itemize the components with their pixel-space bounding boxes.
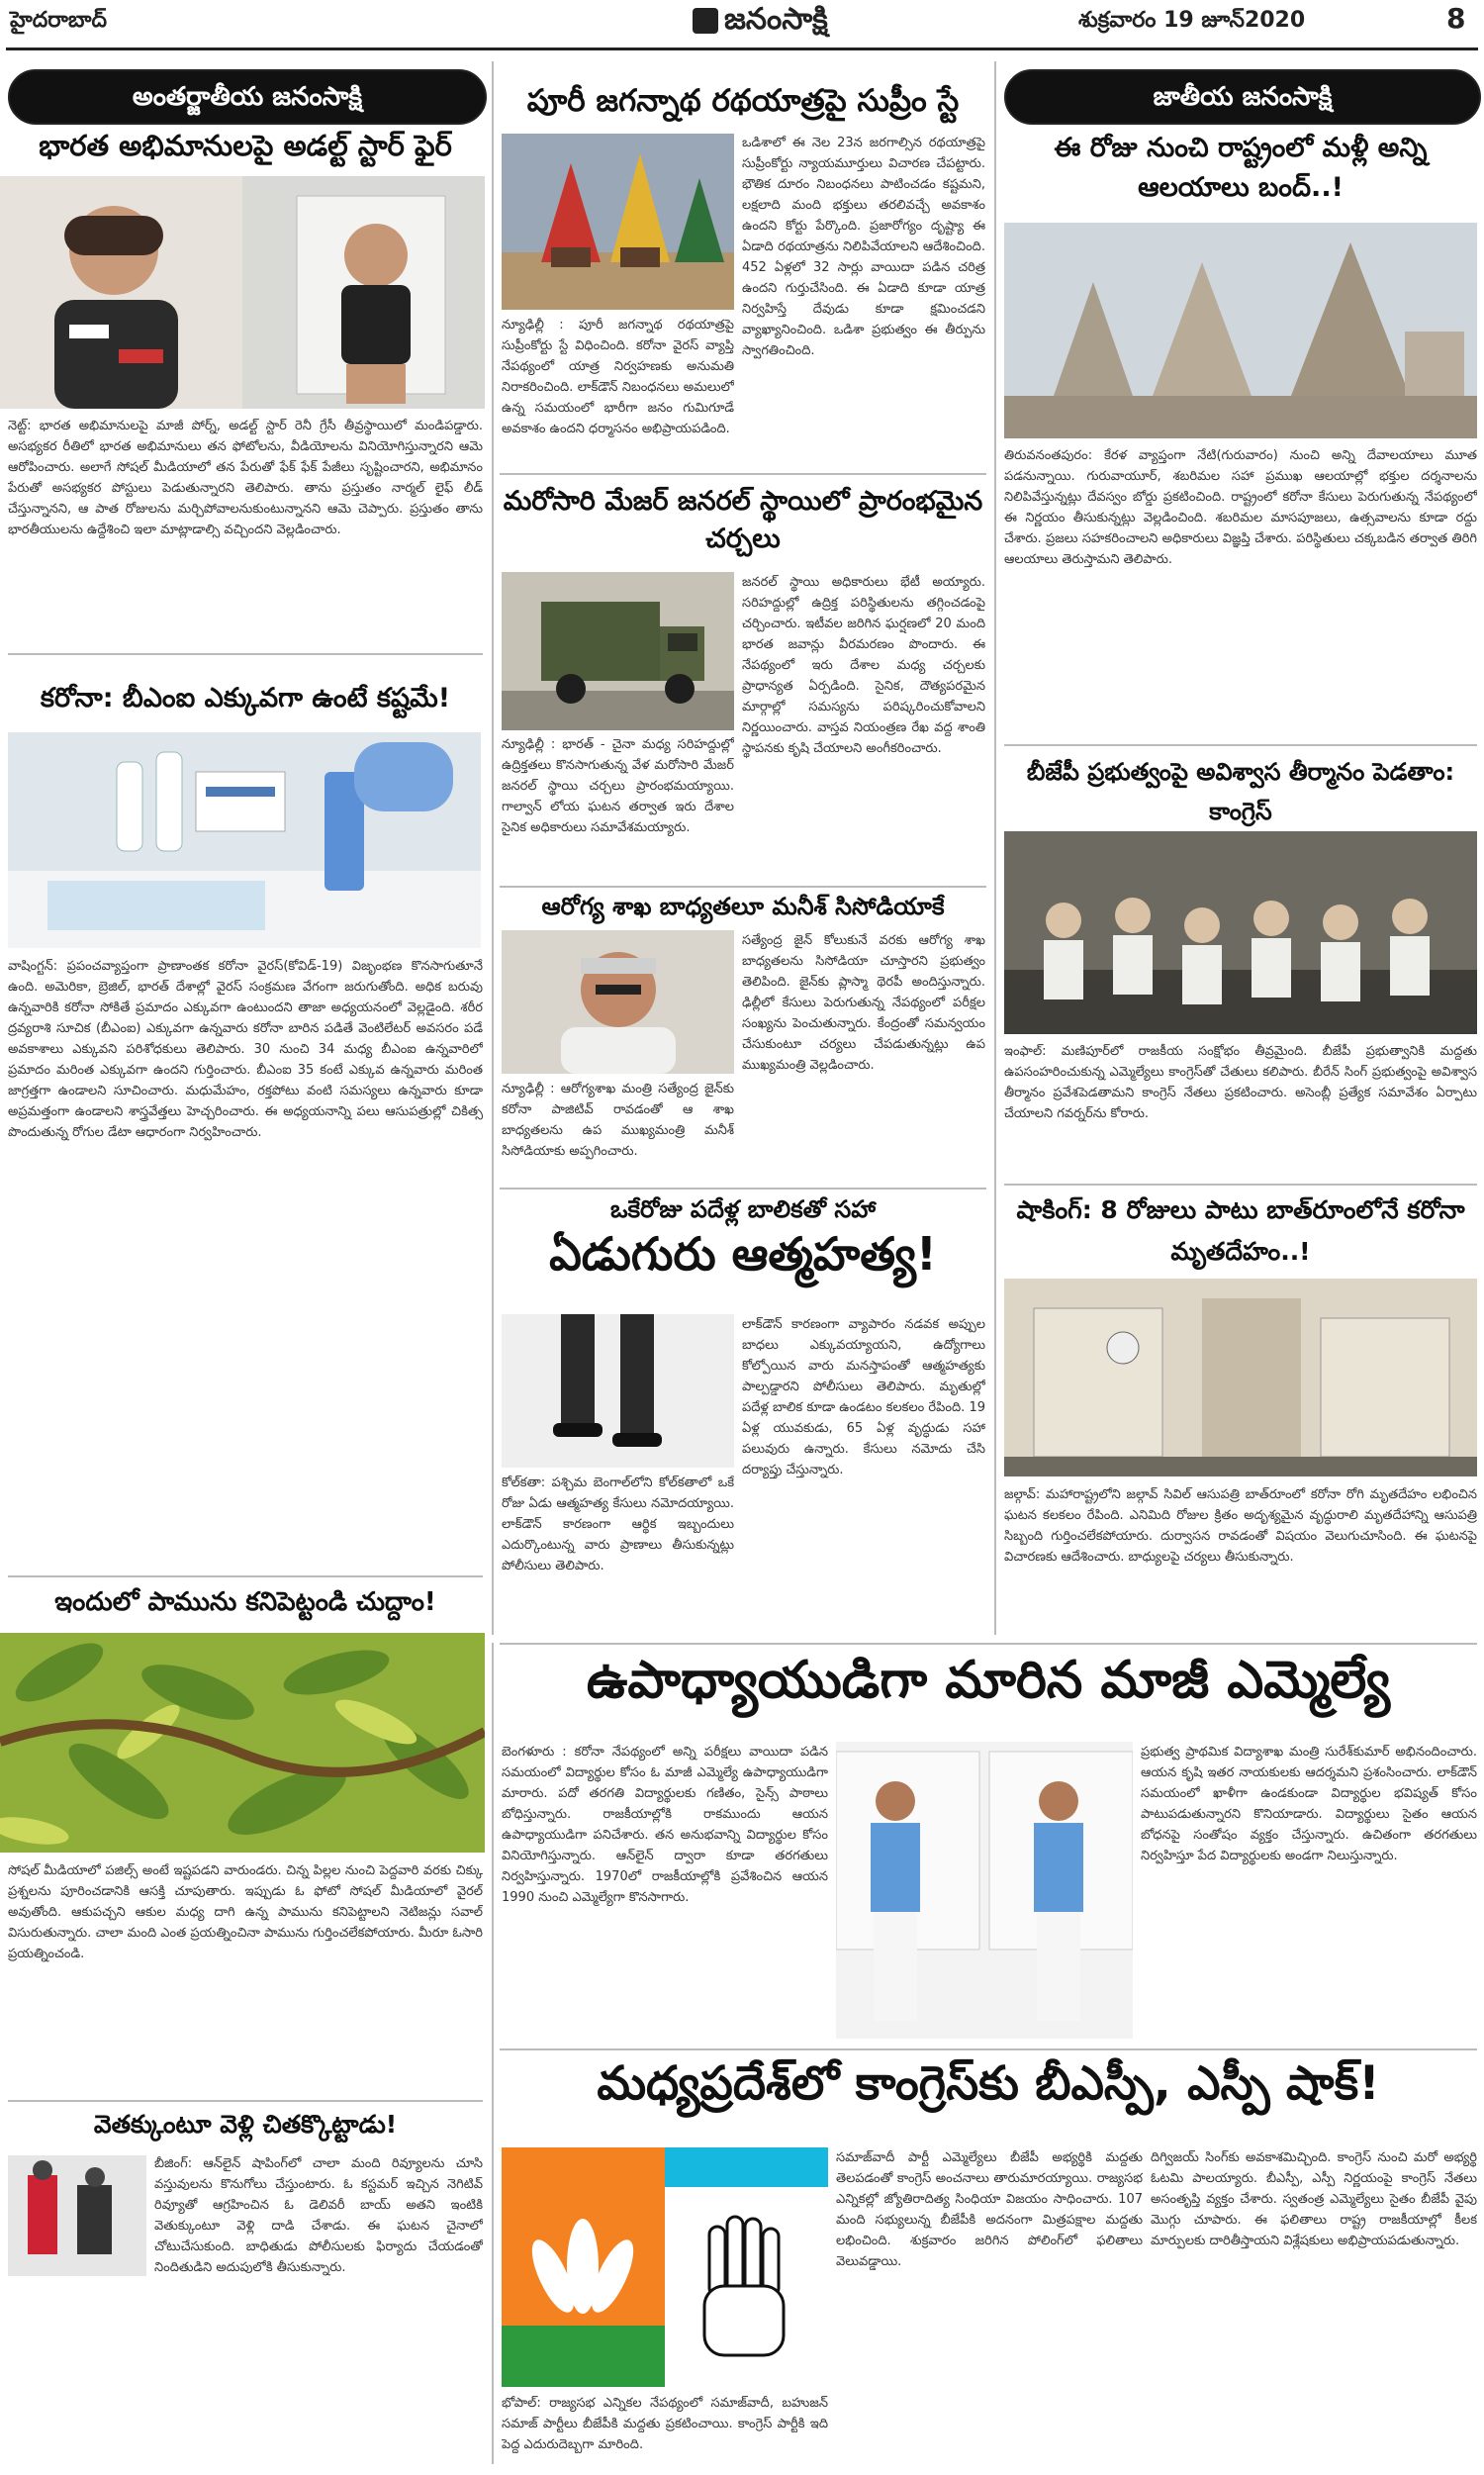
body-mp-congress-mid: సమాజ్‌వాదీ పార్టీ ఎమ్మెల్యేలు బీజేపీ అభ్యర్థికి మద్దతు తెలపడంతో కాంగ్రెస్ అంచనాలు తారుమారయ్యాయి. రాజ్యసభ ఎన్నికల్లో జ్యోతిరాదిత్య సింధియా విజయం సాధించారు. 107 మంది సభ్యులున్న బీజేపీకి అదనంగా మిత్రపక్షాల మద్దతు లభించింది. శుక్రవారం జరిగిన పోలింగ్‌లో ఫలితాలు వెలువడ్డాయి. bbox=[836, 2150, 1143, 2269]
photo-snake-puzzle bbox=[0, 1633, 485, 1853]
headline-no-confidence: బీజేపీ ప్రభుత్వంపై అవిశ్వాస తీర్మానం పెడతాం: కాంగ్రెస్ bbox=[1026, 758, 1455, 825]
divider bbox=[1004, 744, 1477, 746]
photo-army-truck bbox=[502, 572, 734, 730]
headline-adult-star: భారత అభిమానులపై అడల్ట్ స్టార్ ఫైర్ bbox=[39, 129, 452, 162]
section-banner-international: అంతర్జాతీయ జనంసాక్షి bbox=[8, 69, 487, 125]
divider bbox=[500, 886, 986, 888]
page-number: 8 bbox=[1446, 2, 1466, 35]
headline-mp-congress-shock: మధ్యప్రదేశ్‌లో కాంగ్రెస్‌కు బీఎస్పీ, ఎస్పీ షాక్! bbox=[597, 2056, 1380, 2111]
headline-snake-puzzle: ఇందులో పామును కనిపెట్టండి చుద్దాం! bbox=[54, 1587, 436, 1617]
divider bbox=[500, 473, 986, 475]
photo-delivery-attack bbox=[8, 2155, 146, 2276]
divider bbox=[8, 2100, 483, 2102]
body-suicides: లాక్‌డౌన్ కారణంగా వ్యాపారం నడవక అప్పుల బాధలు ఎక్కువయ్యాయని, ఉద్యోగాలు కోల్పోయిన వారు మనస్తాపంతో ఆత్మహత్యకు పాల్పడ్డారని పోలీసులు తెలిపారు. మృతుల్లో పదేళ్ల బాలిక కూడా ఉండటం కలకలం రేపింది. 19 ఏళ్ల యువకుడు, 65 ఏళ్ల వృద్ధుడు సహా పలువురు ఉన్నారు. కేసులు నమోదు చేసి దర్యాప్తు చేస్తున్నారు. bbox=[742, 1317, 985, 1477]
caption-major-general-talks: న్యూఢిల్లీ : భారత్ - చైనా మధ్య సరిహద్దుల్లో ఉద్రిక్తతలు కొనసాగుతున్న వేళ మరోసారి మేజర్ జనరల్ స్థాయి చర్చలు ప్రారంభమయ్యాయి. గాల్వాన్ లోయ ఘటన తర్వాత ఇరు దేశాల సైనిక అధికారులు సమావేశమయ్యారు. bbox=[502, 737, 734, 835]
photo-suicides bbox=[502, 1314, 734, 1468]
kicker-suicides: ఒకేరోజు పదేళ్ల బాలికతో సహా bbox=[609, 1195, 877, 1223]
body-former-mla-right: ప్రభుత్వ ప్రాథమిక విద్యాశాఖ మంత్రి సురేశ్‌కుమార్ అభినందించారు. ఆయన కృషి ఇతర నాయకులకు ఆదర్శమని ప్రశంసించారు. లాక్‌డౌన్ సమయంలో ఖాళీగా ఉండకుండా విద్యార్థుల భవిష్యత్ కోసం పాటుపడుతున్నారని కొనియాడారు. విద్యార్థులు సైతం ఆయన బోధనపై సంతోషం వ్యక్తం చేస్తున్నారు. ఉచితంగా తరగతులు నిర్వహిస్తూ పేద విద్యార్థులకు అండగా నిలుస్తున్నారు. bbox=[1141, 1745, 1477, 1863]
body-adult-star: నెట్ట్: భారత అభిమానులపై మాజీ పోర్న్, అడల్ట్ స్టార్ రెనీ గ్రేసీ తీవ్రస్థాయిలో మండిపడ్డారు. అసభ్యకర రీతిలో భారత అభిమానులు తన ఫోటోలను, వీడియోలను వినియోగిస్తున్నారని ఆమె ఆరోపించారు. అలాగే సోషల్ మీడియాలో తన పేరుతో ఫేక్ ఫేక్ పేజీలు సృష్టించారని, అభిమానం పేరుతో అసభ్యకర పోస్టులు పెడుతున్నారని తెలిపారు. తాను ప్రస్తుతం నార్మల్ లైఫ్ లీడ్ చేస్తున్నానని, ఆ పాత రోజులను మర్చిపోవాలనుకుంటున్నానని ఆమె చెప్పారు. ప్రస్తుతం తాను భారతీయులను ఉద్దేశించి ఇలా మాట్లాడాల్సి వచ్చిందని వెల్లడించారు. bbox=[8, 419, 483, 537]
header-rule bbox=[6, 48, 1478, 50]
photo-hospital bbox=[1004, 1279, 1477, 1476]
caption-puri-rathyatra: న్యూఢిల్లీ : పూరీ జగన్నాథ రథయాత్రపై సుప్రీంకోర్టు స్టే విధించింది. కరోనా వైరస్ వ్యాప్తి నేపథ్యంలో యాత్ర నిర్వహణకు అనుమతి నిరాకరించింది. లాక్‌డౌన్ నిబంధనలు అమలులో ఉన్న సమయంలో భారీగా జనం గుమిగూడే అవకాశం ఉందని ధర్మాసనం అభిప్రాయపడింది. bbox=[502, 318, 734, 436]
masthead-logo bbox=[693, 2, 828, 44]
divider bbox=[8, 1575, 483, 1577]
headline-suicides: ఏడుగురు ఆత్మహత్య! bbox=[549, 1227, 937, 1281]
body-bmi: వాషింగ్టన్: ప్రపంచవ్యాప్తంగా ప్రాణాంతక కరోనా వైరస్(కోవిడ్-19) విజృంభణ కొనసాగుతూనే ఉంది. అమెరికా, బ్రెజిల్, భారత్ దేశాల్లో వైరస్ సంక్రమణ వేగంగా జరుగుతోంది. అధిక బరువు ఉన్నవారికి కరోనా సోకితే ప్రమాదం ఎక్కువగా ఉంటుందని తాజా అధ్యయనంలో వెల్లడైంది. శరీర ద్రవ్యరాశి సూచిక (బీఎంఐ) ఎక్కువగా ఉన్నవారు కరోనా బారిన పడితే వెంటిలేటర్ అవసరం పడే అవకాశాలు ఎక్కువని పరిశోధకులు తెలిపారు. 30 నుంచి 34 మధ్య బీఎంఐ ఉన్నవారిలో ప్రమాదం మరింత ఎక్కువగా ఉందని గుర్తించారు. బీఎంఐ 35 కంటే ఎక్కువ ఉన్నవారు మరింత జాగ్రత్తగా ఉండాలని సూచించారు. మధుమేహం, రక్తపోటు వంటి సమస్యలు ఉన్నవారు కూడా అప్రమత్తంగా ఉండాలని శాస్త్రవేత్తలు హెచ్చరించారు. ఈ అధ్యయనాన్ని పలు ఆసుపత్రుల్లో చికిత్స పొందుతున్న రోగుల డేటా ఆధారంగా నిర్వహించారు. bbox=[8, 959, 483, 1140]
photo-congress-press-meet bbox=[1004, 831, 1477, 1034]
body-no-confidence: ఇంఫాల్: మణిపూర్‌లో రాజకీయ సంక్షోభం తీవ్రమైంది. బీజేపీ ప్రభుత్వానికి మద్దతు ఉపసంహరించుకున్న ఎమ్మెల్యేలు కాంగ్రెస్‌తో చేతులు కలిపారు. బీరేన్ సింగ్ ప్రభుత్వంపై అవిశ్వాస తీర్మానం ప్రవేశపెడతామని కాంగ్రెస్ నేతలు ప్రకటించారు. అసెంబ్లీ ప్రత్యేక సమావేశం ఏర్పాటు చేయాలని గవర్నర్‌ను కోరారు. bbox=[1004, 1044, 1477, 1121]
headline-puri-rathyatra: పూరీ జగన్నాథ రథయాత్రపై సుప్రీం స్టే bbox=[526, 83, 960, 119]
body-snake-puzzle: సోషల్ మీడియాలో పజిల్స్ అంటే ఇష్టపడని వారుండరు. చిన్న పిల్లల నుంచి పెద్దవారి వరకు చిక్కు ప్రశ్నలను పూరించడానికి ఆసక్తి చూపుతారు. ఇప్పుడు ఓ ఫోటో సోషల్ మీడియాలో వైరల్ అవుతోంది. ఆకుపచ్చని ఆకుల మధ్య దాగి ఉన్న పామును కనిపెట్టాలని నెటిజన్లు సవాల్ విసురుతున్నారు. చాలా మంది ఎంత ప్రయత్నించినా పామును గుర్తించలేకపోయారు. మీరూ ఓసారి ప్రయత్నించండి. bbox=[8, 1863, 483, 1961]
header-date: శుక్రవారం 19 జూన్2020 bbox=[1078, 8, 1306, 33]
photo-puri-rathyatra bbox=[502, 134, 734, 310]
body-mp-congress-right: దిగ్విజయ్ సింగ్‌కు అవకాశమిచ్చింది. కాంగ్రెస్ నుంచి మరో అభ్యర్థి ఓటమి పాలయ్యారు. బీఎస్పీ, ఎస్పీ నిర్ణయంపై కాంగ్రెస్ నేతలు అసంతృప్తి వ్యక్తం చేశారు. స్వతంత్ర ఎమ్మెల్యేలు సైతం బీజేపీ వైపు మొగ్గు చూపారు. ఈ ఫలితాలు రాష్ట్ర రాజకీయాల్లో కీలక మార్పులకు దారితీస్తాయని విశ్లేషకులు అభిప్రాయపడుతున్నారు. bbox=[1151, 2150, 1477, 2248]
photo-mla-teaching bbox=[836, 1742, 1133, 2039]
column-divider-lower bbox=[492, 1643, 494, 2464]
divider bbox=[500, 1643, 1477, 1645]
headline-sisodia: ఆరోగ్య శాఖ బాధ్యతలూ మనీశ్ సిసోడియాకే bbox=[541, 893, 945, 920]
column-divider-right bbox=[994, 61, 996, 1635]
divider bbox=[500, 2048, 1477, 2050]
photo-covid-lab bbox=[8, 732, 481, 948]
photo-sisodia bbox=[502, 930, 734, 1074]
photo-party-symbols bbox=[502, 2147, 828, 2387]
body-bathroom-body: జల్గావ్: మహారాష్ట్రలోని జల్గావ్ సివిల్ ఆసుపత్రి బాత్‌రూంలో కరోనా రోగి మృతదేహం లభించిన ఘటన కలకలం రేపింది. ఎనిమిది రోజుల క్రితం అదృశ్యమైన వృద్ధురాలి మృతదేహాన్ని ఆసుపత్రి సిబ్బంది గుర్తించలేకపోయారు. దుర్వాసన రావడంతో విషయం వెలుగుచూసింది. ఈ ఘటనపై విచారణకు ఆదేశించారు. బాధ్యులపై చర్యలు తీసుకున్నారు. bbox=[1004, 1487, 1477, 1565]
body-puri-rathyatra: ఒడిశాలో ఈ నెల 23న జరగాల్సిన రథయాత్రపై సుప్రీంకోర్టు న్యాయమూర్తులు విచారణ చేపట్టారు. భౌతిక దూరం నిబంధనలు పాటించడం కష్టమని, లక్షలాది మంది భక్తులు తరలివచ్చే అవకాశం ఉందని కోర్టు పేర్కొంది. ప్రజారోగ్యం దృష్ట్యా ఈ ఏడాది రథయాత్రను నిలిపివేయాలని ఆదేశించింది. 452 ఏళ్లలో 32 సార్లు వాయిదా పడిన చరిత్ర ఉందని గుర్తుచేసింది. ఈ ఏడాది కూడా యాత్ర నిర్వహిస్తే దేవుడు కూడా క్షమించడని వ్యాఖ్యానించింది. ఒడిశా ప్రభుత్వం ఈ తీర్పును స్వాగతించింది. bbox=[742, 136, 985, 358]
caption-suicides: కోల్‌కతా: పశ్చిమ బెంగాల్‌లోని కోల్‌కతాలో ఒకే రోజు ఏడు ఆత్మహత్య కేసులు నమోదయ్యాయి. లాక్‌డౌన్ కారణంగా ఆర్థిక ఇబ్బందులు ఎదుర్కొంటున్న వారు ప్రాణాలు తీసుకున్నట్లు పోలీసులు తెలిపారు. bbox=[502, 1475, 734, 1573]
divider bbox=[1004, 1184, 1477, 1186]
headline-delivery-attack: వెతక్కుంటూ వెళ్లి చితక్కొట్టాడు! bbox=[93, 2110, 398, 2139]
caption-mp-congress-shock: భోపాల్: రాజ్యసభ ఎన్నికల నేపథ్యంలో సమాజ్‌వాదీ, బహుజన్ సమాజ్ పార్టీలు బీజేపీకి మద్దతు ప్రకటించాయి. కాంగ్రెస్ పార్టీకి ఇది పెద్ద ఎదురుదెబ్బగా మారింది. bbox=[502, 2396, 828, 2452]
caption-sisodia: న్యూఢిల్లీ : ఆరోగ్యశాఖ మంత్రి సత్యేంద్ర జైన్‌కు కరోనా పాజిటివ్ రావడంతో ఆ శాఖ బాధ్యతలను ఉప ముఖ్యమంత్రి మనీశ్ సిసోడియాకు అప్పగించారు. bbox=[502, 1082, 734, 1159]
photo-temples bbox=[1004, 223, 1477, 438]
divider bbox=[500, 1188, 986, 1190]
column-divider-left bbox=[492, 61, 494, 1635]
divider bbox=[8, 653, 483, 655]
headline-major-general-talks: మరోసారి మేజర్ జనరల్ స్థాయిలో ప్రారంభమైన చర్చలు bbox=[503, 486, 983, 554]
body-delivery-attack: బీజింగ్: ఆన్‌లైన్ షాపింగ్‌లో చాలా మంది రివ్యూలను చూసి వస్తువులను కొనుగోలు చేస్తుంటారు. ఓ కస్టమర్ ఇచ్చిన నెగిటివ్ రివ్యూతో ఆగ్రహించిన ఓ డెలివరీ బాయ్ అతని ఇంటికి వెతుక్కుంటూ వెళ్లి దాడి చేశాడు. ఈ ఘటన చైనాలో చోటుచేసుకుంది. బాధితుడు పోలీసులకు ఫిర్యాదు చేయడంతో నిందితుడిని అదుపులోకి తీసుకున్నారు. bbox=[154, 2156, 483, 2275]
header-city: హైదరాబాద్ bbox=[10, 8, 107, 33]
masthead-icon bbox=[693, 8, 718, 34]
body-sisodia: సత్యేంద్ర జైన్ కోలుకునే వరకు ఆరోగ్య శాఖ బాధ్యతలను సిసోడియా చూస్తారని ప్రభుత్వం తెలిపింది. జైన్‌కు ప్లాస్మా థెరపీ అందిస్తున్నారు. ఢిల్లీలో కేసులు పెరుగుతున్న నేపథ్యంలో పరీక్షల సంఖ్యను పెంచుతున్నారు. కేంద్రంతో సమన్వయం చేసుకుంటూ చర్యలు చేపడుతున్నట్లు ఉప ముఖ్యమంత్రి వెల్లడించారు. bbox=[742, 933, 985, 1073]
headline-temples-closed: ఈ రోజు నుంచి రాష్ట్రంలో మళ్లీ అన్ని ఆలయాలు బంద్..! bbox=[1054, 133, 1428, 203]
photo-adult-star bbox=[0, 176, 485, 409]
headline-former-mla-teacher: ఉపాధ్యాయుడిగా మారిన మాజీ ఎమ్మెల్యే bbox=[586, 1651, 1391, 1710]
headline-bathroom-body: షాకింగ్: 8 రోజులు పాటు బాత్‌రూంలోనే కరోనా మృతదేహం..! bbox=[1016, 1195, 1465, 1266]
section-banner-national: జాతీయ జనంసాక్షి bbox=[1004, 69, 1481, 125]
body-major-general-talks: జనరల్ స్థాయి అధికారులు భేటీ అయ్యారు. సరిహద్దుల్లో ఉద్రిక్త పరిస్థితులను తగ్గించడంపై చర్చించారు. ఇటీవల జరిగిన ఘర్షణలో 20 మంది భారత జవాన్లు వీరమరణం పొందారు. ఈ నేపథ్యంలో ఇరు దేశాల మధ్య చర్చలకు ప్రాధాన్యత ఏర్పడింది. సైనిక, దౌత్యపరమైన మార్గాల్లో సమస్యను పరిష్కరించుకోవాలని నిర్ణయించారు. వాస్తవ నియంత్రణ రేఖ వద్ద శాంతి స్థాపనకు కృషి చేయాలని అంగీకరించారు. bbox=[742, 575, 985, 756]
body-former-mla-left: బెంగళూరు : కరోనా నేపథ్యంలో అన్ని పరీక్షలు వాయిదా పడిన సమయంలో విద్యార్థుల కోసం ఓ మాజీ ఎమ్మెల్యే ఉపాధ్యాయుడిగా మారారు. పదో తరగతి విద్యార్థులకు గణితం, సైన్స్ పాఠాలు బోధిస్తున్నారు. రాజకీయాల్లోకి రాకముందు ఆయన ఉపాధ్యాయుడిగా పనిచేశారు. తన అనుభవాన్ని విద్యార్థుల కోసం వినియోగిస్తున్నారు. ఆన్‌లైన్ ద్వారా కూడా తరగతులు నిర్వహిస్తున్నారు. 1970లో రాజకీయాల్లోకి ప్రవేశించిన ఆయన 1990 నుంచి ఎమ్మెల్యేగా కొనసాగారు. bbox=[502, 1745, 828, 1905]
masthead-title: జనంసాక్షి bbox=[724, 2, 828, 37]
body-temples-closed: తిరువనంతపురం: కేరళ వ్యాప్తంగా నేటి(గురువారం) నుంచి అన్ని దేవాలయాలు మూత పడనున్నాయి. గురువాయూర్, శబరిమల సహా ప్రముఖ ఆలయాల్లో భక్తుల దర్శనాలను నిలిపివేస్తున్నట్లు దేవస్వం బోర్డు ప్రకటించింది. రాష్ట్రంలో కరోనా కేసులు పెరుగుతున్న నేపథ్యంలో ఈ నిర్ణయం తీసుకున్నట్లు వెల్లడించింది. శబరిమల మాసపూజలు, ఉత్సవాలను కూడా రద్దు చేశారు. ప్రజలు సహకరించాలని అధికారులు విజ్ఞప్తి చేశారు. పరిస్థితులు చక్కబడిన తర్వాత తిరిగి ఆలయాలు తెరుస్తామని తెలిపారు. bbox=[1004, 448, 1477, 567]
headline-bmi: కరోనా: బీఎంఐ ఎక్కువగా ఉంటే కష్టమే! bbox=[40, 683, 451, 714]
